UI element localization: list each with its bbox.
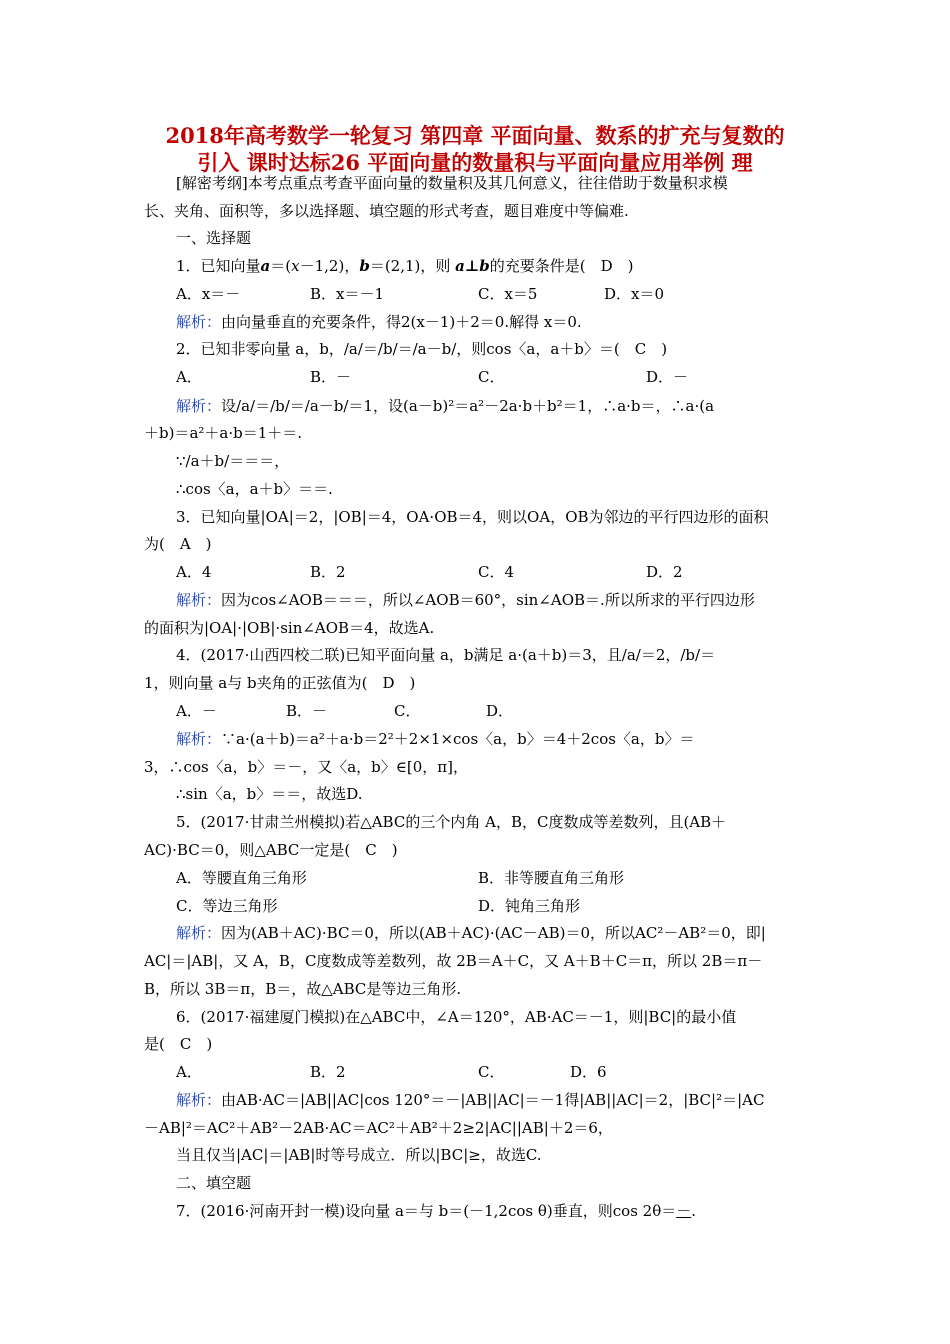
q5-solution-line-3: B，所以 3B＝π，B＝，故△ABC是等边三角形. <box>144 980 462 998</box>
q6-stem-line-1: 6．(2017·福建厦门模拟)在△ABC中，∠A＝120°，AB·AC＝－1，则|BC|的最小值 <box>176 1008 737 1026</box>
doc-title-line-2: 引入 课时达标26 平面向量的数量积与平面向量应用举例 理 <box>197 150 753 175</box>
q6-stem-line-2: 是( C ) <box>144 1035 213 1053</box>
q3-option-c: C．4 <box>478 563 515 581</box>
q5-stem-line-2: AC)·BC＝0，则△ABC一定是( C ) <box>144 841 398 859</box>
q3-stem-line-1: 3．已知向量|OA|＝2，|OB|＝4，OA·OB＝4，则以OA，OB为邻边的平行四边形的面积 <box>176 508 769 526</box>
q3-solution-line-2: 的面积为|OA|·|OB|·sin∠AOB＝4，故选A. <box>144 619 435 637</box>
q2-option-c: C． <box>478 368 505 386</box>
q3-solution-line-1: 解析：因为cos∠AOB＝＝＝，所以∠AOB＝60°，sin∠AOB＝.所以所求的平行四边形 <box>176 591 755 609</box>
q6-solution-line-3: 当且仅当|AC|＝|AB|时等号成立．所以|BC|≥，故选C. <box>176 1146 542 1164</box>
q4-solution-line-1: 解析：∵a·(a＋b)＝a²＋a·b＝2²＋2×1×cos〈a，b〉＝4＋2cos〈a，b〉＝ <box>176 730 695 748</box>
q7-answer: － <box>676 1202 692 1220</box>
q4-solution-line-2: 3，∴cos〈a，b〉＝－，又〈a，b〉∈[0，π]， <box>144 758 468 776</box>
q6-option-a: A． <box>176 1063 202 1081</box>
q2-option-a: A． <box>176 368 202 386</box>
q4-option-b: B．－ <box>286 702 328 720</box>
q2-stem: 2．已知非零向量 a，b，/a/＝/b/＝/a－b/，则cos〈a，a＋b〉＝( C ) <box>176 340 668 358</box>
q2-solution-line-2: ＋b)＝a²＋a·b＝1＋＝. <box>144 424 303 442</box>
q2-solution-line-4: ∴cos〈a，a＋b〉＝＝. <box>176 480 333 498</box>
intro-line-2: 长、夹角、面积等，多以选择题、填空题的形式考查，题目难度中等偏难. <box>144 202 629 220</box>
q5-option-a: A．等腰直角三角形 <box>176 869 307 887</box>
q7-stem: 7．(2016·河南开封一模)设向量 a＝与 b＝(－1,2cos θ)垂直，则cos 2θ＝－. <box>176 1202 697 1220</box>
q1-option-a: A．x＝－ <box>176 285 241 303</box>
q1-option-b: B．x＝－1 <box>310 285 385 303</box>
doc-title-line-1: 2018年高考数学一轮复习 第四章 平面向量、数系的扩充与复数的 <box>165 123 785 148</box>
q2-solution-line-1: 解析：设/a/＝/b/＝/a－b/＝1，设(a－b)²＝a²－2a·b＋b²＝1，∴a·b＝，∴a·(a <box>176 397 715 415</box>
q5-option-d: D．钝角三角形 <box>478 897 581 915</box>
q1-stem: 1．已知向量a＝(x－1,2)，b＝(2,1)，则 a⊥b的充要条件是( D ) <box>176 257 634 275</box>
q2-option-b: B．－ <box>310 368 352 386</box>
q3-option-a: A．4 <box>176 563 212 581</box>
q2-solution-line-3: ∵/a＋b/＝＝＝， <box>176 452 290 470</box>
q4-option-c: C． <box>394 702 421 720</box>
section-fill-heading: 二、填空题 <box>176 1174 252 1192</box>
q5-option-c: C．等边三角形 <box>176 897 278 915</box>
q5-solution-line-1: 解析：因为(AB＋AC)·BC＝0，所以(AB＋AC)·(AC－AB)＝0，所以AC²－AB²＝0，即| <box>176 924 766 942</box>
q4-option-a: A．－ <box>176 702 217 720</box>
q1-option-c: C．x＝5 <box>478 285 538 303</box>
section-choice-heading: 一、选择题 <box>176 229 252 247</box>
q6-option-b: B．2 <box>310 1063 346 1081</box>
q4-stem-line-2: 1，则向量 a与 b夹角的正弦值为( D ) <box>144 674 416 692</box>
q6-solution-line-2: －AB|²＝AC²＋AB²－2AB·AC＝AC²＋AB²＋2≥2|AC||AB|＋2＝6， <box>144 1119 613 1137</box>
q3-stem-line-2: 为( A ) <box>144 535 212 553</box>
q4-option-d: D． <box>486 702 514 720</box>
q5-stem-line-1: 5．(2017·甘肃兰州模拟)若△ABC的三个内角 A，B，C度数成等差数列，且(AB＋ <box>176 813 727 831</box>
q1-option-d: D．x＝0 <box>604 285 665 303</box>
q6-option-c: C． <box>478 1063 505 1081</box>
q3-option-b: B．2 <box>310 563 346 581</box>
q4-solution-line-3: ∴sin〈a，b〉＝＝，故选D. <box>176 785 363 803</box>
q6-option-d: D．6 <box>570 1063 607 1081</box>
q3-option-d: D．2 <box>646 563 683 581</box>
q5-option-b: B．非等腰直角三角形 <box>478 869 625 887</box>
q2-option-d: D．－ <box>646 368 689 386</box>
q5-solution-line-2: AC|＝|AB|，又 A，B，C度数成等差数列，故 2B＝A＋C，又 A＋B＋C＝π，所以 2B＝π－ <box>144 952 763 970</box>
q6-solution-line-1: 解析：由AB·AC＝|AB||AC|cos 120°＝－|AB||AC|＝－1得|AB||AC|＝2，|BC|²＝|AC <box>176 1091 765 1109</box>
intro-line-1: [解密考纲]本考点重点考查平面向量的数量积及其几何意义，往往借助于数量积求模 <box>176 174 728 192</box>
q4-stem-line-1: 4．(2017·山西四校二联)已知平面向量 a，b满足 a·(a＋b)＝3，且/a/＝2，/b/＝ <box>176 646 716 664</box>
q1-solution: 解析：由向量垂直的充要条件，得2(x－1)＋2＝0.解得 x＝0. <box>176 313 582 331</box>
